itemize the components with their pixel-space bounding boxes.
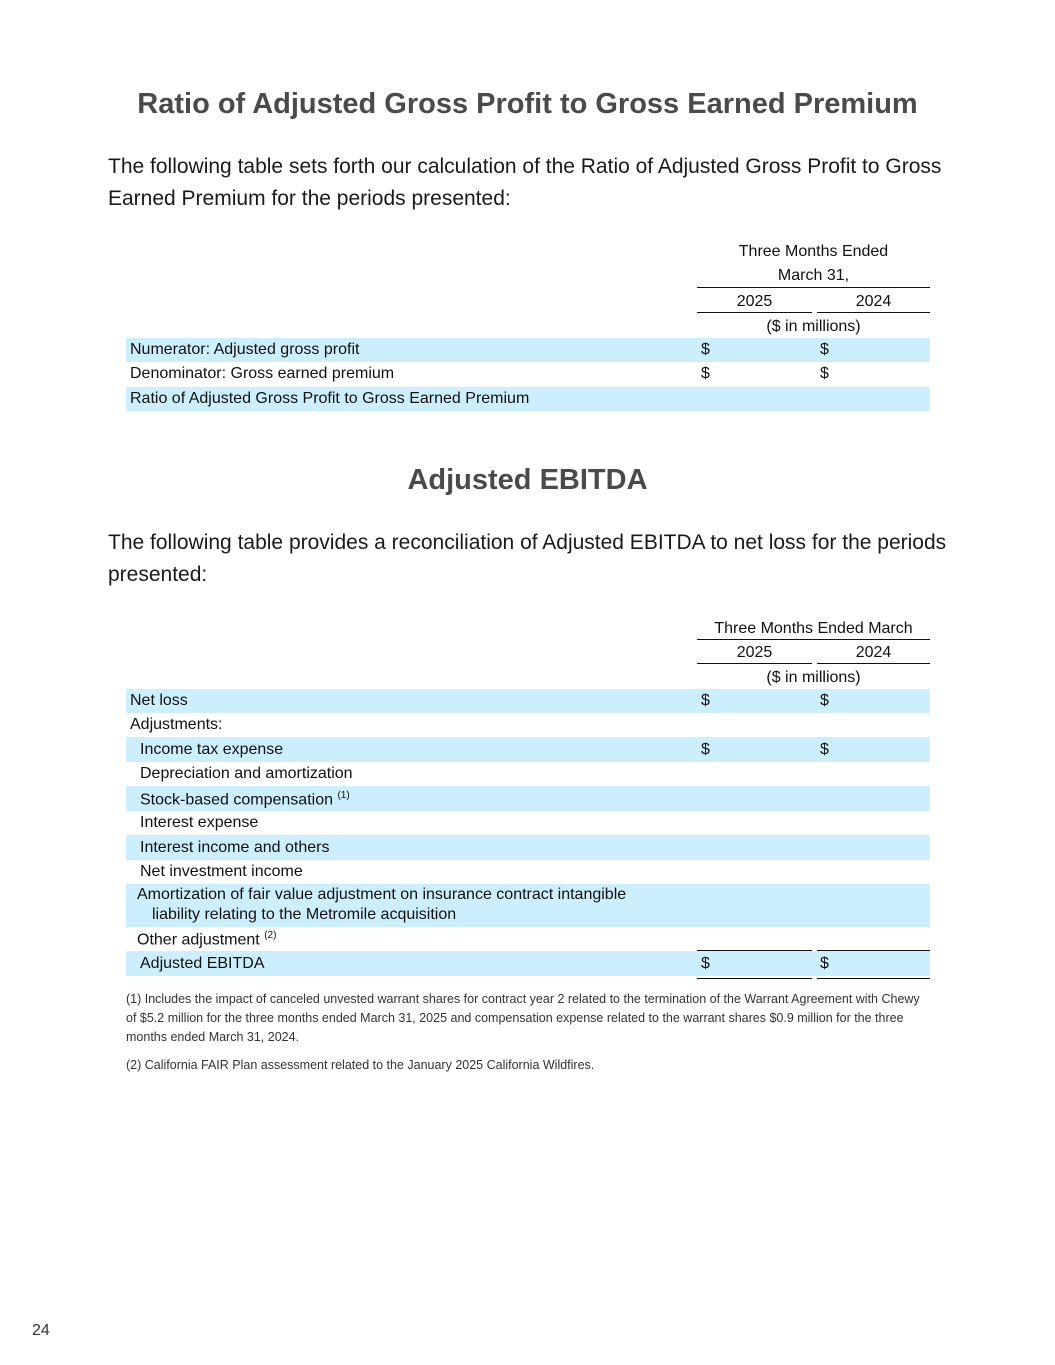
year-rule — [817, 663, 930, 664]
section-title-gross-profit-ratio: Ratio of Adjusted Gross Profit to Gross Earned Premium — [137, 88, 918, 120]
year-2024-header: 2024 — [855, 293, 892, 310]
currency-2024: $ — [820, 341, 829, 358]
row-label-text: Adjustments: — [130, 716, 223, 733]
row-label: Amortization of fair value adjustment on insurance contract intangible — [137, 886, 627, 903]
section-intro-gross-profit-ratio: The following table sets forth our calculation of the Ratio of Adjusted Gross Profit to Gross Earned Premium for the periods presented: — [108, 155, 942, 210]
row-label-text: Numerator: Adjusted gross profit — [130, 341, 360, 358]
row-label-text: Ratio of Adjusted Gross Profit to Gross Earned Premium — [130, 390, 530, 407]
header-rule — [697, 287, 930, 288]
row-label-text: Interest income and others — [140, 839, 330, 856]
table-header-period: Three Months Ended — [738, 243, 889, 260]
currency-2024: $ — [820, 955, 829, 972]
units-label: ($ in millions) — [766, 669, 861, 686]
row-label — [140, 765, 353, 783]
row-label-text: Stock-based compensation — [140, 791, 333, 809]
year-rule — [817, 312, 930, 313]
currency-2024: $ — [820, 741, 829, 758]
year-rule — [697, 312, 812, 313]
row-label — [140, 790, 350, 809]
page-number: 24 — [32, 1322, 50, 1339]
row-label — [140, 839, 329, 857]
section-intro-adjusted-ebitda: The following table provides a reconciliation of Adjusted EBITDA to net loss for the periods presented: — [108, 531, 947, 586]
currency-2025: $ — [701, 341, 710, 358]
row-label — [130, 365, 394, 383]
row-label-text: Depreciation and amortization — [140, 765, 353, 782]
year-2025-header: 2025 — [736, 644, 773, 661]
row-label-text: Income tax expense — [140, 741, 284, 758]
table-header-period: Three Months Ended March — [714, 620, 913, 637]
row-label — [130, 341, 359, 359]
row-label — [140, 955, 265, 973]
currency-2024: $ — [820, 692, 829, 709]
header-rule — [697, 639, 930, 640]
row-label-text: Adjusted EBITDA — [140, 955, 265, 972]
row-label-text: Net investment income — [140, 863, 303, 880]
footnote-ref: (1) — [337, 790, 350, 801]
currency-2025: $ — [701, 692, 710, 709]
year-rule — [697, 663, 812, 664]
year-2025-header: 2025 — [736, 293, 773, 310]
section-title-adjusted-ebitda: Adjusted EBITDA — [407, 464, 648, 496]
row-label — [137, 930, 276, 949]
row-label — [130, 692, 188, 710]
row-band — [126, 689, 930, 713]
row-label — [140, 814, 258, 832]
currency-2024: $ — [820, 365, 829, 382]
units-label: ($ in millions) — [766, 318, 861, 335]
row-label-continued: liability relating to the Metromile acquisition — [152, 906, 457, 923]
footnote-1: (1) Includes the impact of canceled unvested warrant shares for contract year 2 related to the termination of the Warrant Agreement with Chewy of $5.2 million for the three months ended March 31, 2025 and compensation expense related to the warrant shares $0.9 million for the three months ended March 31, 2024. — [126, 992, 920, 1044]
row-label — [140, 741, 283, 759]
row-label-text: Other adjustment — [137, 931, 260, 949]
row-label — [140, 863, 303, 881]
row-label-text: Denominator: Gross earned premium — [130, 365, 395, 382]
row-label — [130, 716, 222, 734]
row-label — [130, 390, 529, 408]
currency-2025: $ — [701, 955, 710, 972]
year-2024-header: 2024 — [855, 644, 892, 661]
footnote-2: (2) California FAIR Plan assessment related to the January 2025 California Wildfires. — [126, 1058, 595, 1072]
currency-2025: $ — [701, 365, 710, 382]
row-label-text: Interest expense — [140, 814, 259, 831]
currency-2025: $ — [701, 741, 710, 758]
table-header-period-date: March 31, — [777, 267, 850, 284]
footnote-ref: (2) — [264, 930, 277, 941]
row-label-text: Net loss — [130, 692, 188, 709]
